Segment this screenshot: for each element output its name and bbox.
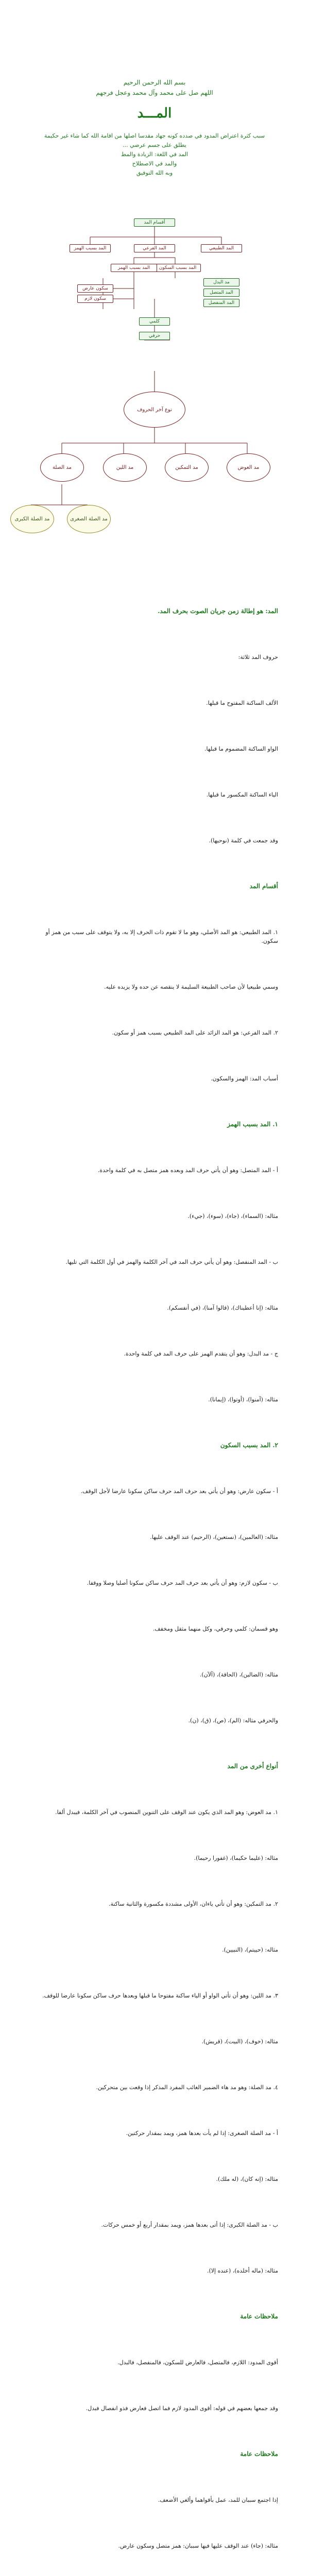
tree-left-item: مد البدل <box>203 278 239 286</box>
section-paragraph: الألف الساكنة المفتوح ما قبلها. <box>206 700 278 706</box>
diagram2-item-label: مد العوض <box>237 465 260 470</box>
diagram2-item-label: مد الصلة <box>53 465 72 470</box>
tree-level2-item: المد بسبب السكون <box>154 264 201 272</box>
section-paragraph: ٢. مد التمكين: وهو أن تأتي ياءان، الأولى مشددة مكسورة والثانية ساكنة. <box>109 1901 278 1907</box>
section-paragraph: مثاله: (الضالين)، (الحاقة)، (آلآن). <box>199 1671 278 1678</box>
tree-level1-item: المد الفرعي <box>134 244 175 252</box>
tree-sub-item: كلمي <box>139 317 170 326</box>
tree-left-item: المد المنفصل <box>203 299 239 307</box>
section-heading: ٢. المد بسبب السكون <box>220 1442 278 1449</box>
diagram2-center-label: نوع آخر الحروف <box>137 406 172 413</box>
section-paragraph: مثاله: (آمنوا)، (أوتوا)، (إيمانا). <box>208 1396 278 1403</box>
intro-line: يطلق على جسم عرضي ... <box>123 142 186 148</box>
page-title: المـــد <box>137 106 172 121</box>
section-paragraph: مثاله: (العالمين)، (نستعين)، (الرحيم) عند الوقف عليها. <box>150 1534 278 1540</box>
section-paragraph: ١. المد الطبيعي: هو المد الأصلي، وهو ما لا تقوم ذات الحرف إلا به، ولا يتوقف على سبب من همز أو سكون. <box>45 929 278 944</box>
tree-root: أقسام المد <box>134 218 175 227</box>
diagram2-center <box>124 392 185 428</box>
section-paragraph: مثاله: (عليما حكيما)، (غفورا رحيما). <box>194 1855 278 1861</box>
section-paragraph: وقد جمعها بعضهم في قوله: أقوى المدود لازم فما اتصل فعارض فذو انفصال فبدل. <box>85 2405 278 2412</box>
section-paragraph: ج - مد البدل: وهو أن يتقدم الهمز على حرف المد في كلمة واحدة. <box>124 1350 278 1357</box>
section-paragraph: إذا اجتمع سببان للمد، عمل بأقواهما وألغي الأضعف. <box>158 2497 278 2503</box>
section-heading: ١. المد بسبب الهمز <box>227 1121 278 1128</box>
intro-line: سبب كثرة اعتراض المدود في صدده كونه جهاد مقدسا اصلها من اقامة الله كما شاء غير حكيمة <box>44 132 265 139</box>
section-paragraph: أ - مد الصلة الصغرى: إذا لم يأت بعدها همز، ويمد بمقدار حركتين. <box>126 2130 278 2137</box>
section-paragraph: مثاله: (إنه كان)، (له ملك). <box>216 2176 278 2182</box>
section-paragraph: ٢. المد الفرعي: هو المد الزائد على المد الطبيعي بسبب همز أو سكون. <box>112 1029 278 1036</box>
tree-right-item: سكون عارض <box>77 284 113 293</box>
section-heading: المد: هو إطالة زمن جريان الصوت بحرف المد. <box>158 607 278 615</box>
section-paragraph: مثاله: (السماء)، (جاء)، (سوء)، (جيء). <box>187 1213 278 1219</box>
diagram2-sub-label: مد الصلة الكبرى <box>14 516 50 522</box>
diagram2-sub-item <box>10 505 54 533</box>
section-paragraph: أ - المد المتصل: وهو أن يأتي حرف المد وبعده همز متصل به في كلمة واحدة. <box>97 1167 278 1174</box>
section-paragraph: الياء الساكنة المكسور ما قبلها. <box>206 791 278 798</box>
section-paragraph: ب - المد المنفصل: وهو أن يأتي حرف المد في آخر الكلمة والهمز في أول الكلمة التي تليها. <box>65 1259 278 1265</box>
section-paragraph: أسباب المد: الهمز والسكون. <box>211 1075 278 1082</box>
section-paragraph: مثاله: (جاء) عند الوقف عليها فيها سببان: همز متصل وسكون عارض. <box>118 2543 278 2549</box>
section-heading: أقسام المد <box>249 883 278 890</box>
section-paragraph: ١. مد العوض: وهو المد الذي يكون عند الوقف على التنوين المنصوب في آخر الكلمة، فيبدل ألفا. <box>55 1809 278 1816</box>
tree-sub-item: حرفي <box>139 332 170 340</box>
section-paragraph: ب - مد الصلة الكبرى: إذا أتى بعدها همز، ويمد بمقدار أربع أو خمس حركات. <box>101 2222 278 2228</box>
section-heading: ملاحظات عامة <box>240 2313 278 2320</box>
tree-level1-item: المد الطبيعي <box>201 244 242 252</box>
section-paragraph: مثاله: (ماله أخلده)، (عنده إلا). <box>207 2267 278 2274</box>
diagram2-item <box>103 453 147 482</box>
diagram2-item <box>165 453 209 482</box>
diagram2-item-label: مد التمكين <box>175 465 198 470</box>
section-paragraph: ٤. مد الصلة: وهو مد هاء الضمير الغائب المفرد المذكر إذا وقعت بين متحركين. <box>96 2084 278 2091</box>
intro-line: المد في اللغة: الزيادة والمط <box>121 151 188 158</box>
section-paragraph: الواو الساكنة المضموم ما قبلها. <box>204 745 278 752</box>
section-paragraph: ب - سكون لازم: وهو أن يأتي بعد حرف المد حرف ساكن سكونا أصليا وصلا ووقفا. <box>87 1580 278 1586</box>
intro <box>31 131 278 178</box>
tree-level2-item: المد بسبب الهمز <box>111 264 157 272</box>
main-content <box>31 598 278 2576</box>
salawat: اللهم صل على محمد وآل محمد وعجل فرجهم <box>96 89 213 96</box>
section-heading: ملاحظات عامة <box>240 2450 278 2458</box>
section-paragraph: مثاله: (إنا أعطيناك)، (قالوا آمنا)، (في أنفسكم). <box>167 1304 278 1311</box>
section-paragraph: حروف المد ثلاثة: <box>238 654 278 660</box>
section-paragraph: وهو قسمان: كلمي وحرفي، وكل منهما مثقل ومخفف. <box>152 1625 278 1632</box>
section-paragraph: مثاله: (حييتم)، (النبيين). <box>222 1946 278 1953</box>
intro-line: والمد في الاصطلاح <box>132 160 177 167</box>
section-heading: أنواع أخرى من المد <box>227 1762 278 1770</box>
intro-line: وبه الله التوفيق <box>136 170 173 176</box>
diagram2-item-label: مد اللين <box>116 465 134 470</box>
section-paragraph: أقوى المدود: اللازم، فالمتصل، فالعارض للسكون، فالمنفصل، فالبدل. <box>117 2359 278 2366</box>
section-paragraph: وقد جمعت في كلمة (نوحيها). <box>209 837 278 844</box>
section-paragraph: ٣. مد اللين: وهو أن تأتي الواو أو الياء ساكنة مفتوحا ما قبلها وبعدها حرف ساكن سكونا عارضا للوقف. <box>42 1992 278 1999</box>
basmala: بسم الله الرحمن الرحيم <box>123 79 186 86</box>
section-paragraph: وسمي طبيعيا لأن صاحب الطبيعة السليمة لا ينقصه عن حده ولا يزيده عليه. <box>104 984 278 990</box>
header <box>0 77 309 121</box>
section-paragraph: مثاله: (خوف)، (البيت)، (قريش). <box>201 2038 278 2045</box>
diagram2-item <box>227 453 270 482</box>
diagram2-item <box>40 453 84 482</box>
diagram2-sub-item <box>67 505 111 533</box>
tree-level1-item: المد بسبب الهمز <box>70 244 111 252</box>
tree-right-item: سكون لازم <box>77 295 113 303</box>
section-paragraph: أ - سكون عارض: وهو أن يأتي بعد حرف المد حرف ساكن سكونا عارضا لأجل الوقف. <box>80 1488 278 1495</box>
tree-left-item: المد المتصل <box>203 289 239 297</box>
section-paragraph: والحرفي مثاله: (الم)، (ص)، (ق)، (ن). <box>188 1717 278 1724</box>
diagram2-sub-label: مد الصلة الصغرى <box>70 516 108 522</box>
